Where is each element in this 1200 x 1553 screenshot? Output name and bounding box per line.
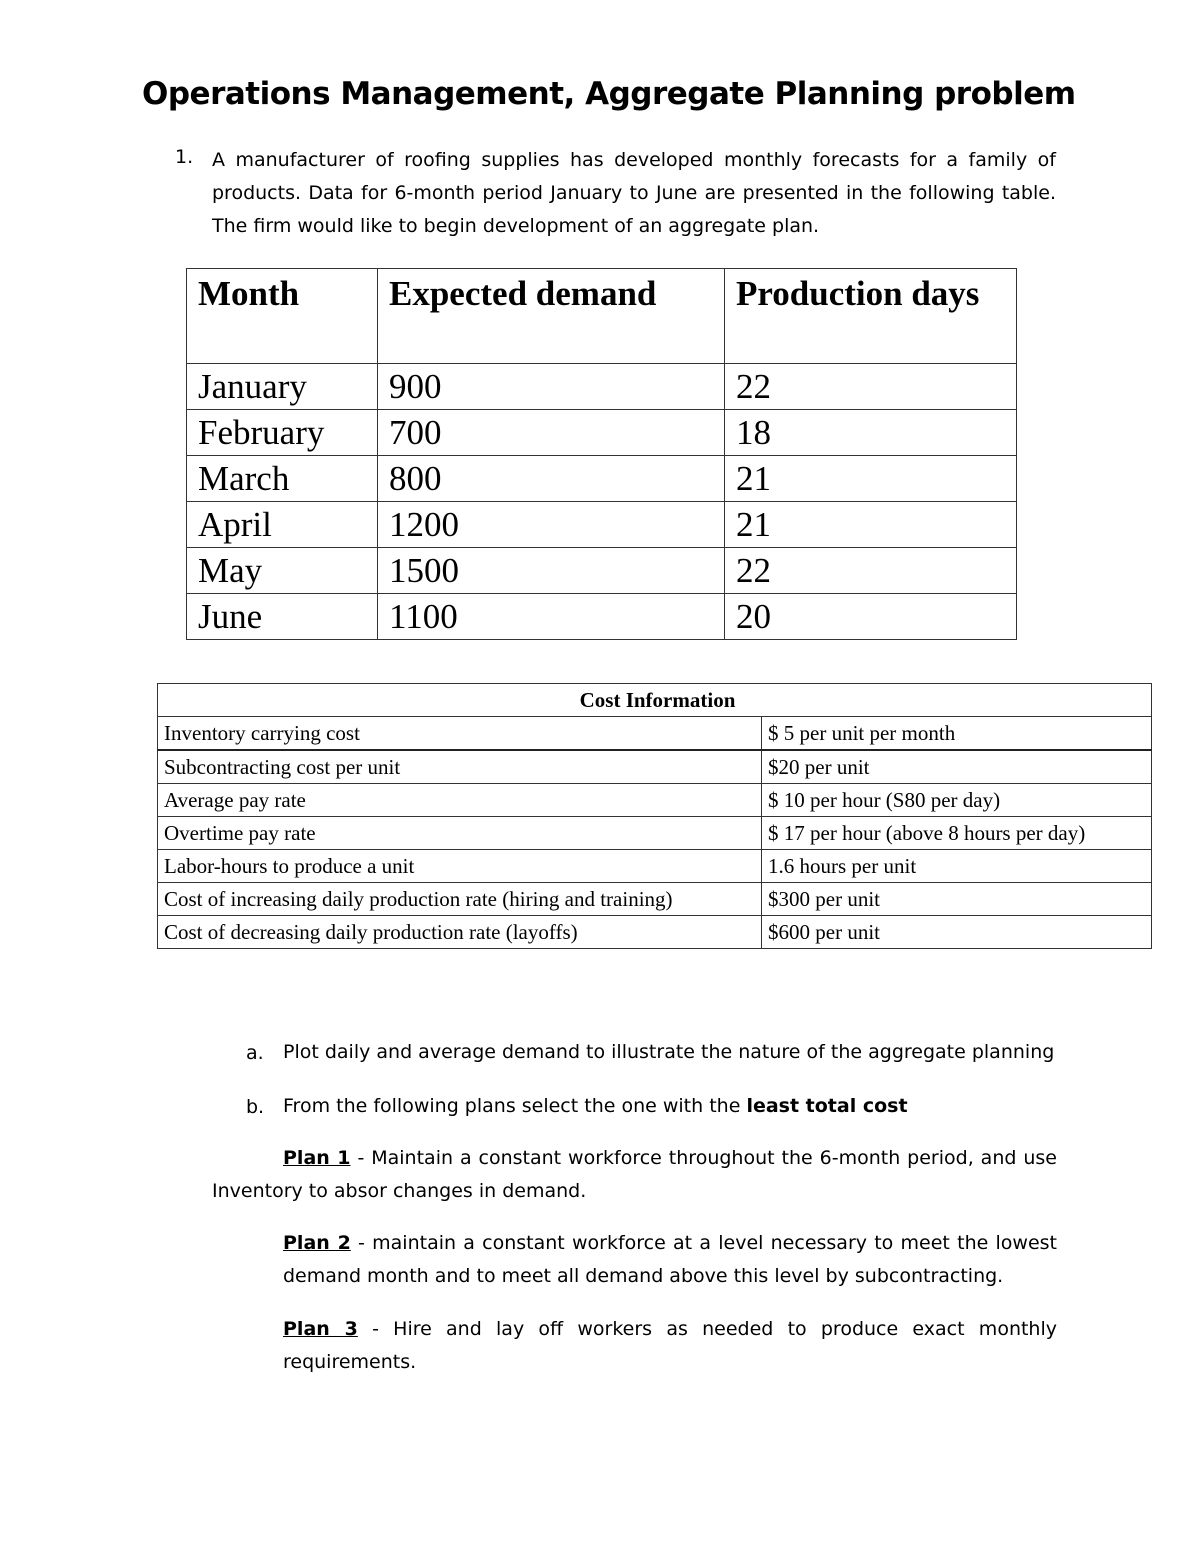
plan-3-line <box>283 1313 1057 1346</box>
month-cell: March <box>187 456 378 502</box>
page-title: Operations Management, Aggregate Planning problem <box>142 76 1076 112</box>
table-header-row <box>158 684 1152 717</box>
plan-1 <box>212 1142 1057 1208</box>
table-header-row <box>187 269 1017 364</box>
item-b-text-bold: least total cost <box>746 1095 908 1117</box>
cost-label-cell: Cost of increasing daily production rate (hiring and training) <box>158 883 762 916</box>
days-cell: 21 <box>725 456 1017 502</box>
plan-1-line <box>212 1142 1057 1175</box>
month-cell: January <box>187 364 378 410</box>
month-cell: May <box>187 548 378 594</box>
cost-label-cell: Labor-hours to produce a unit <box>158 850 762 883</box>
plan-2-label: Plan 2 <box>283 1232 351 1254</box>
cost-label-cell: Cost of decreasing daily production rate (layoffs) <box>158 916 762 949</box>
header-production-days: Production days <box>725 269 1017 364</box>
cost-label-cell: Average pay rate <box>158 784 762 817</box>
header-expected-demand: Expected demand <box>378 269 725 364</box>
table-row <box>187 502 1017 548</box>
cost-label-cell: Subcontracting cost per unit <box>158 750 762 784</box>
cost-value-cell: $ 10 per hour (S80 per day) <box>762 784 1152 817</box>
question-line: The firm would like to begin development of an aggregate plan. <box>212 215 820 237</box>
table-row <box>187 364 1017 410</box>
table-row <box>158 916 1152 949</box>
table-row <box>158 784 1152 817</box>
month-cell: February <box>187 410 378 456</box>
plan-1-text: - Maintain a constant workforce throughout the 6-month period, and use <box>350 1147 1057 1169</box>
plan-1-line-2: Inventory to absor changes in demand. <box>212 1180 587 1202</box>
demand-cell: 900 <box>378 364 725 410</box>
demand-cell: 1500 <box>378 548 725 594</box>
table-row <box>158 717 1152 751</box>
month-cell: April <box>187 502 378 548</box>
cost-information-table <box>157 683 1152 949</box>
cost-value-cell: $600 per unit <box>762 916 1152 949</box>
plan-2-line-2: demand month and to meet all demand above this level by subcontracting. <box>283 1265 1004 1287</box>
plan-2 <box>283 1227 1057 1293</box>
plan-2-text: - maintain a constant workforce at a level necessary to meet the lowest <box>350 1232 1058 1254</box>
table-row <box>187 410 1017 456</box>
plan-3 <box>283 1313 1057 1379</box>
demand-cell: 1100 <box>378 594 725 640</box>
cost-value-cell: $20 per unit <box>762 750 1152 784</box>
item-b-text-plain: From the following plans select the one with the <box>283 1095 747 1117</box>
item-b-letter: b. <box>246 1096 265 1118</box>
question-line: A manufacturer of roofing supplies has developed monthly forecasts for a family of <box>212 149 1056 171</box>
cost-label-cell: Inventory carrying cost <box>158 717 762 751</box>
cost-value-cell: 1.6 hours per unit <box>762 850 1152 883</box>
plan-2-line <box>283 1227 1057 1260</box>
days-cell: 21 <box>725 502 1017 548</box>
cost-label-cell: Overtime pay rate <box>158 817 762 850</box>
cost-value-cell: $ 5 per unit per month <box>762 717 1152 751</box>
demand-cell: 700 <box>378 410 725 456</box>
plan-3-label: Plan 3 <box>283 1318 358 1340</box>
cost-value-cell: $300 per unit <box>762 883 1152 916</box>
table-row <box>158 883 1152 916</box>
cost-table-title: Cost Information <box>158 684 1152 717</box>
cost-value-cell: $ 17 per hour (above 8 hours per day) <box>762 817 1152 850</box>
table-row <box>158 850 1152 883</box>
demand-table <box>186 268 1017 640</box>
month-cell: June <box>187 594 378 640</box>
header-month: Month <box>187 269 378 364</box>
table-row <box>158 750 1152 784</box>
question-line: products. Data for 6-month period January to June are presented in the following table. <box>212 182 1056 204</box>
demand-cell: 800 <box>378 456 725 502</box>
question-number: 1. <box>175 146 194 168</box>
item-a-text: Plot daily and average demand to illustrate the nature of the aggregate planning <box>283 1041 1055 1063</box>
table-row <box>187 456 1017 502</box>
table-row <box>187 548 1017 594</box>
days-cell: 18 <box>725 410 1017 456</box>
table-row <box>158 817 1152 850</box>
question-text <box>212 144 1056 243</box>
days-cell: 22 <box>725 548 1017 594</box>
table-row <box>187 594 1017 640</box>
demand-cell: 1200 <box>378 502 725 548</box>
item-a-letter: a. <box>246 1042 264 1064</box>
plan-3-text: - Hire and lay off workers as needed to produce exact monthly <box>357 1318 1057 1340</box>
item-b-text <box>283 1095 908 1117</box>
days-cell: 20 <box>725 594 1017 640</box>
days-cell: 22 <box>725 364 1017 410</box>
plan-3-line-2: requirements. <box>283 1351 417 1373</box>
plan-1-label: Plan 1 <box>283 1147 351 1169</box>
